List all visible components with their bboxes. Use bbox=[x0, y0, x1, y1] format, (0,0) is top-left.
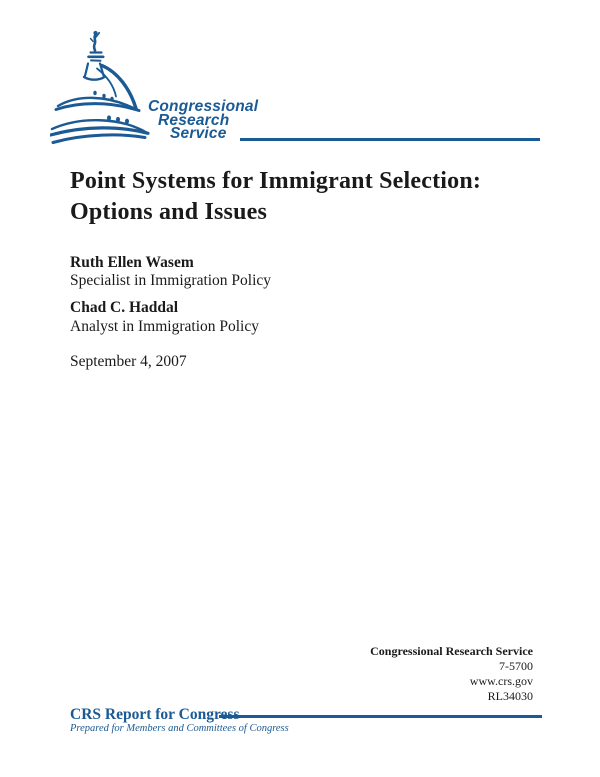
author-role-1: Specialist in Immigration Policy bbox=[70, 272, 272, 289]
capitol-dome-icon bbox=[50, 27, 150, 149]
report-title bbox=[70, 166, 481, 228]
footer-org-name: Congressional Research Service bbox=[370, 644, 533, 658]
footer-report-number: RL34030 bbox=[487, 689, 533, 703]
author-name-1: Ruth Ellen Wasem bbox=[70, 254, 194, 271]
author-role-2: Analyst in Immigration Policy bbox=[70, 318, 259, 335]
footer-series-title: CRS Report for Congress bbox=[70, 706, 240, 723]
report-title-line1: Point Systems for Immigrant Selection: bbox=[70, 168, 482, 194]
footer-website: www.crs.gov bbox=[469, 674, 533, 688]
footer-rule bbox=[219, 715, 542, 718]
publication-date: September 4, 2007 bbox=[70, 353, 187, 370]
footer-phone: 7-5700 bbox=[499, 659, 533, 673]
footer-series-subtitle: Prepared for Members and Committees of Congress bbox=[70, 723, 289, 734]
logo-word-service: Service bbox=[170, 125, 227, 142]
report-title-line2: Options and Issues bbox=[70, 199, 268, 225]
footer-publisher-block bbox=[370, 644, 533, 704]
header-rule bbox=[240, 138, 540, 141]
logo-word-congressional: Congressional bbox=[148, 98, 259, 115]
logo-word-research: Research bbox=[158, 111, 230, 129]
crs-logo-wordmark bbox=[148, 100, 258, 141]
author-name-2: Chad C. Haddal bbox=[70, 299, 179, 316]
